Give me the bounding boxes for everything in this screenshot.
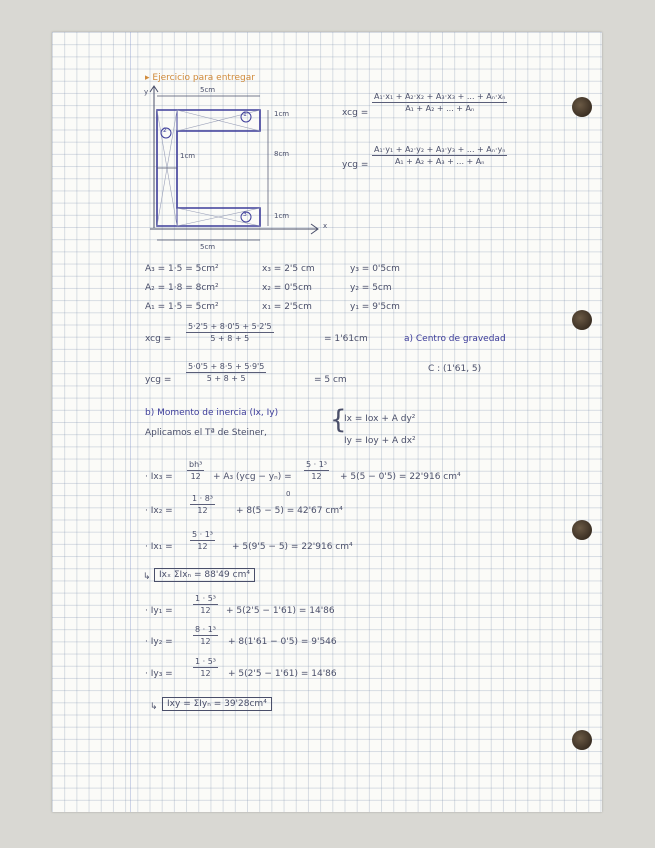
- exercise-title: ▸ Ejercicio para entregar: [145, 73, 255, 83]
- ix3-middle: + A₃ (ycg − yₙ) =: [213, 472, 292, 482]
- y-axis-label: y: [144, 88, 149, 96]
- y2-value: y₂ = 5cm: [350, 283, 392, 293]
- ix3-tail: + 5(5 − 0'5) = 22'916 cm⁴: [340, 472, 461, 482]
- xcg-result: = 1'61cm: [324, 334, 368, 344]
- ix2-fraction: [190, 494, 215, 515]
- xcg-formula-label: xcg =: [342, 108, 369, 118]
- centroid-note: a) Centro de gravedad: [404, 334, 506, 344]
- xcg-calc-label: xcg =: [145, 334, 172, 344]
- bottom-width-label: 5cm: [200, 243, 216, 251]
- ix-total-arrow: ↳: [143, 572, 151, 582]
- xcg-formula-denominator: A₁ + A₂ + ... + Aₙ: [405, 104, 475, 113]
- ix3-f2-den: 12: [311, 472, 322, 481]
- ix-total-label: Ixₓ: [159, 570, 171, 580]
- steiner-brace: {: [330, 405, 347, 435]
- iy3-tail: + 5(2'5 − 1'61) = 14'86: [228, 669, 337, 679]
- iy1-f-num: 1 · 5³: [195, 594, 217, 603]
- ix2-tail: + 8(5 − 5) = 42'67 cm⁴: [236, 506, 343, 516]
- ix2-zero-note: 0: [286, 490, 291, 498]
- x-axis-label: x: [323, 222, 328, 230]
- web-width-label: 1cm: [180, 152, 196, 160]
- ix3-label: · Ix₃ =: [145, 472, 173, 482]
- ycg-calc-denominator: 5 + 8 + 5: [206, 374, 246, 383]
- ycg-result: = 5 cm: [314, 375, 347, 385]
- part1-number: 1: [243, 111, 247, 118]
- y3-value: y₃ = 0'5cm: [350, 264, 400, 274]
- part3-number: 3: [243, 211, 247, 218]
- ycg-calc-numerator: 5·0'5 + 8·5 + 5·9'5: [188, 362, 265, 371]
- iy3-label: · Iy₃ =: [145, 669, 173, 679]
- iy3-f-num: 1 · 5³: [195, 657, 217, 666]
- iy1-fraction: [193, 594, 218, 615]
- iy3-f-den: 12: [200, 669, 211, 678]
- area-a1: A₁ = 1·5 = 5cm²: [145, 302, 219, 312]
- iy-total-box: [162, 697, 272, 711]
- y1-value: y₁ = 9'5cm: [350, 302, 400, 312]
- xcg-formula-numerator: A₁·x₁ + A₂·x₂ + A₃·x₃ + ... + Aₙ·xₙ: [374, 92, 506, 101]
- ix1-f-den: 12: [197, 542, 208, 551]
- ix3-f1-num: bh³: [189, 460, 203, 469]
- iy2-fraction: [193, 625, 218, 646]
- top-height-label: 1cm: [274, 110, 290, 118]
- iy1-label: · Iy₁ =: [145, 606, 173, 616]
- ix3-f1-den: 12: [190, 472, 201, 481]
- x1-value: x₁ = 2'5cm: [262, 302, 312, 312]
- middle-height-label: 8cm: [274, 150, 290, 158]
- ycg-formula-denominator: A₁ + A₂ + A₃ + ... + Aₙ: [394, 157, 485, 166]
- area-a2: A₂ = 1·8 = 8cm²: [145, 283, 219, 293]
- iy2-f-den: 12: [200, 637, 211, 646]
- iy-total-label: Ixy: [167, 699, 181, 709]
- iy3-fraction: [193, 657, 218, 678]
- iy2-tail: + 8(1'61 − 0'5) = 9'546: [228, 637, 337, 647]
- iy2-f-num: 8 · 1³: [195, 625, 217, 634]
- ix2-label: · Ix₂ =: [145, 506, 173, 516]
- steiner-ix: Ix = Iox + A dy²: [344, 414, 416, 424]
- ix2-f-num: 1 · 8³: [192, 494, 214, 503]
- xcg-calc-denominator: 5 + 8 + 5: [210, 334, 250, 343]
- xcg-calc: [186, 322, 274, 343]
- ix3-fraction-1: [187, 460, 204, 481]
- ix1-label: · Ix₁ =: [145, 542, 173, 552]
- ycg-formula-label: ycg =: [342, 160, 369, 170]
- ix1-fraction: [190, 530, 215, 551]
- iy2-label: · Iy₂ =: [145, 637, 173, 647]
- ix-total-box: [154, 568, 255, 582]
- centroid-point: C : (1'61, 5): [428, 364, 482, 374]
- ycg-calc-label: ycg =: [145, 375, 172, 385]
- xcg-formula: [372, 92, 507, 113]
- ix1-f-num: 5 · 1³: [192, 530, 214, 539]
- ycg-formula: [372, 145, 507, 166]
- x3-value: x₃ = 2'5 cm: [262, 264, 315, 274]
- inertia-heading: b) Momento de inercia (Ix, Iy): [145, 408, 279, 418]
- ix2-f-den: 12: [197, 506, 208, 515]
- iy-total-value: = ΣIyₙ = 39'28cm⁴: [183, 699, 267, 709]
- iy1-f-den: 12: [200, 606, 211, 615]
- part2-number: 2: [163, 127, 167, 134]
- top-width-label: 5cm: [200, 86, 216, 94]
- bottom-height-label: 1cm: [274, 212, 290, 220]
- ix-total-value: ΣIxₙ = 88'49 cm⁴: [173, 570, 250, 580]
- ycg-formula-numerator: A₁·y₁ + A₂·y₂ + A₃·y₃ + ... + Aₙ·yₙ: [374, 145, 506, 154]
- xcg-calc-numerator: 5·2'5 + 8·0'5 + 5·2'5: [188, 322, 272, 331]
- ix3-fraction-2: [304, 460, 329, 481]
- steiner-text: Aplicamos el Tª de Steiner,: [145, 428, 267, 438]
- iy-total-arrow: ↳: [150, 702, 158, 712]
- ix1-tail: + 5(9'5 − 5) = 22'916 cm⁴: [232, 542, 353, 552]
- x2-value: x₂ = 0'5cm: [262, 283, 312, 293]
- ix3-f2-num: 5 · 1³: [306, 460, 328, 469]
- area-a3: A₃ = 1·5 = 5cm²: [145, 264, 219, 274]
- steiner-iy: Iy = Ioy + A dx²: [344, 436, 416, 446]
- ycg-calc: [186, 362, 266, 383]
- iy1-tail: + 5(2'5 − 1'61) = 14'86: [226, 606, 335, 616]
